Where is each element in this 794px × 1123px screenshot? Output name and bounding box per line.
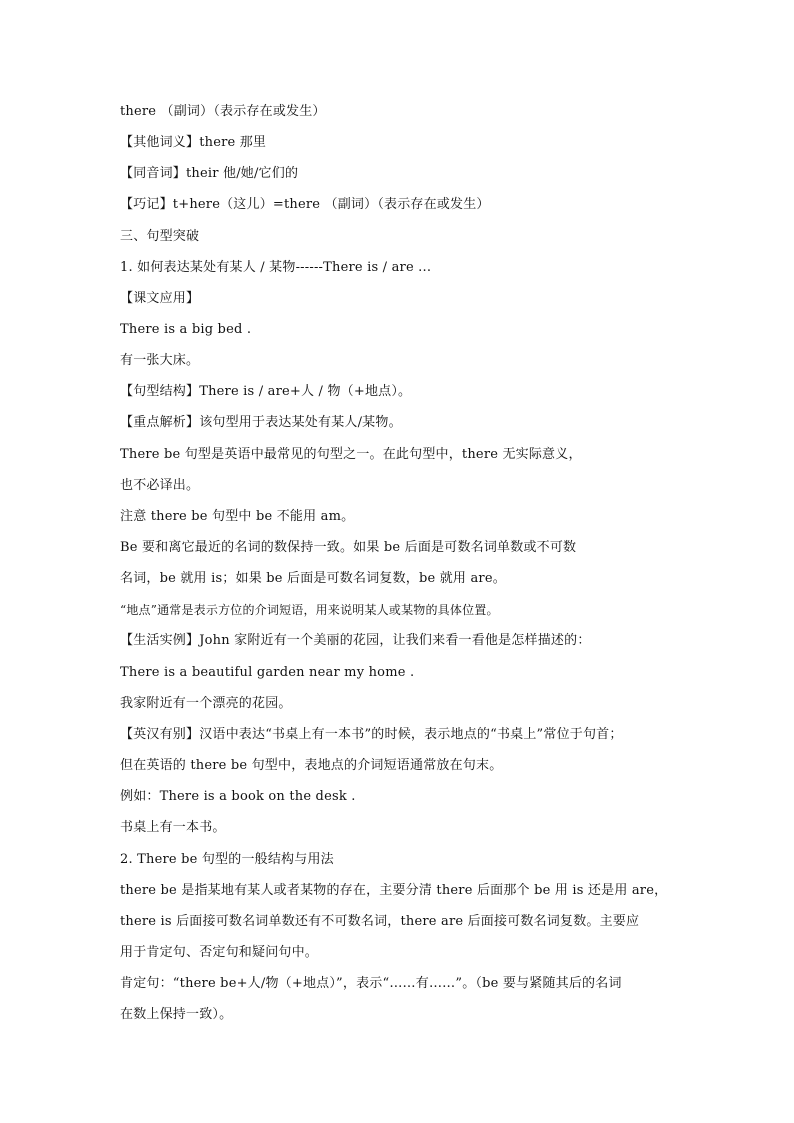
subsection-heading-1: 1. 如何表达某处有某人 / 某物------There is / are ... — [120, 260, 432, 275]
text-line-20: 我家附近有一个漂亮的花园。 — [120, 696, 292, 711]
text-line-22: 但在英语的 there be 句型中，表地点的介词短语通常放在句末。 — [120, 758, 503, 773]
text-line-11: 【重点解析】该句型用于表达某处有某人/某物。 — [120, 415, 402, 430]
text-line-9: 有一张大床。 — [120, 353, 200, 368]
text-line-3: 【同音词】their 他/她/它们的 — [120, 166, 299, 181]
text-line-16: 名词，be 就用 is；如果 be 后面是可数名词复数，be 就用 are。 — [120, 571, 506, 586]
text-line-7: 【课文应用】 — [120, 291, 200, 306]
text-line-23: 例如：There is a book on the desk . — [120, 789, 356, 804]
text-line-21: 【英汉有别】汉语中表达“书桌上有一本书”的时候，表示地点的“书桌上”常位于句首； — [120, 727, 623, 742]
text-line-2: 【其他词义】there 那里 — [120, 135, 267, 150]
subsection-heading-2: 2. There be 句型的一般结构与用法 — [120, 852, 334, 867]
section-heading: 三、句型突破 — [120, 229, 200, 244]
text-line-4: 【巧记】t+here（这儿）=there （副词）（表示存在或发生） — [120, 197, 490, 212]
text-line-17: “地点”通常是表示方位的介词短语，用来说明某人或某物的具体位置。 — [120, 603, 499, 617]
text-line-1: there （副词）（表示存在或发生） — [120, 104, 326, 119]
text-line-15: Be 要和离它最近的名词的数保持一致。如果 be 后面是可数名词单数或不可数 — [120, 540, 577, 555]
text-line-29: 肯定句：“there be+人/物（+地点）”，表示“……有……”。（be 要与紧随其后的名词 — [120, 976, 622, 991]
text-line-12: There be 句型是英语中最常见的句型之一。在此句型中，there 无实际意义， — [120, 447, 582, 462]
text-line-8: There is a big bed . — [120, 322, 252, 337]
text-line-14: 注意 there be 句型中 be 不能用 am。 — [120, 509, 355, 524]
text-line-30: 在数上保持一致）。 — [120, 1007, 233, 1022]
text-line-27: there is 后面接可数名词单数还有不可数名词，there are 后面接可数名词复数。主要应 — [120, 914, 640, 929]
text-line-19: There is a beautiful garden near my home . — [120, 665, 415, 680]
text-line-24: 书桌上有一本书。 — [120, 820, 226, 835]
text-line-26: there be 是指某地有某人或者某物的存在，主要分清 there 后面那个 be 用 is 还是用 are， — [120, 883, 668, 898]
text-line-13: 也不必译出。 — [120, 478, 200, 493]
text-line-10: 【句型结构】There is / are+人 / 物（+地点）。 — [120, 384, 412, 399]
text-line-18: 【生活实例】John 家附近有一个美丽的花园，让我们来看一看他是怎样描述的： — [120, 633, 591, 648]
text-line-28: 用于肯定句、否定句和疑问句中。 — [120, 945, 319, 960]
